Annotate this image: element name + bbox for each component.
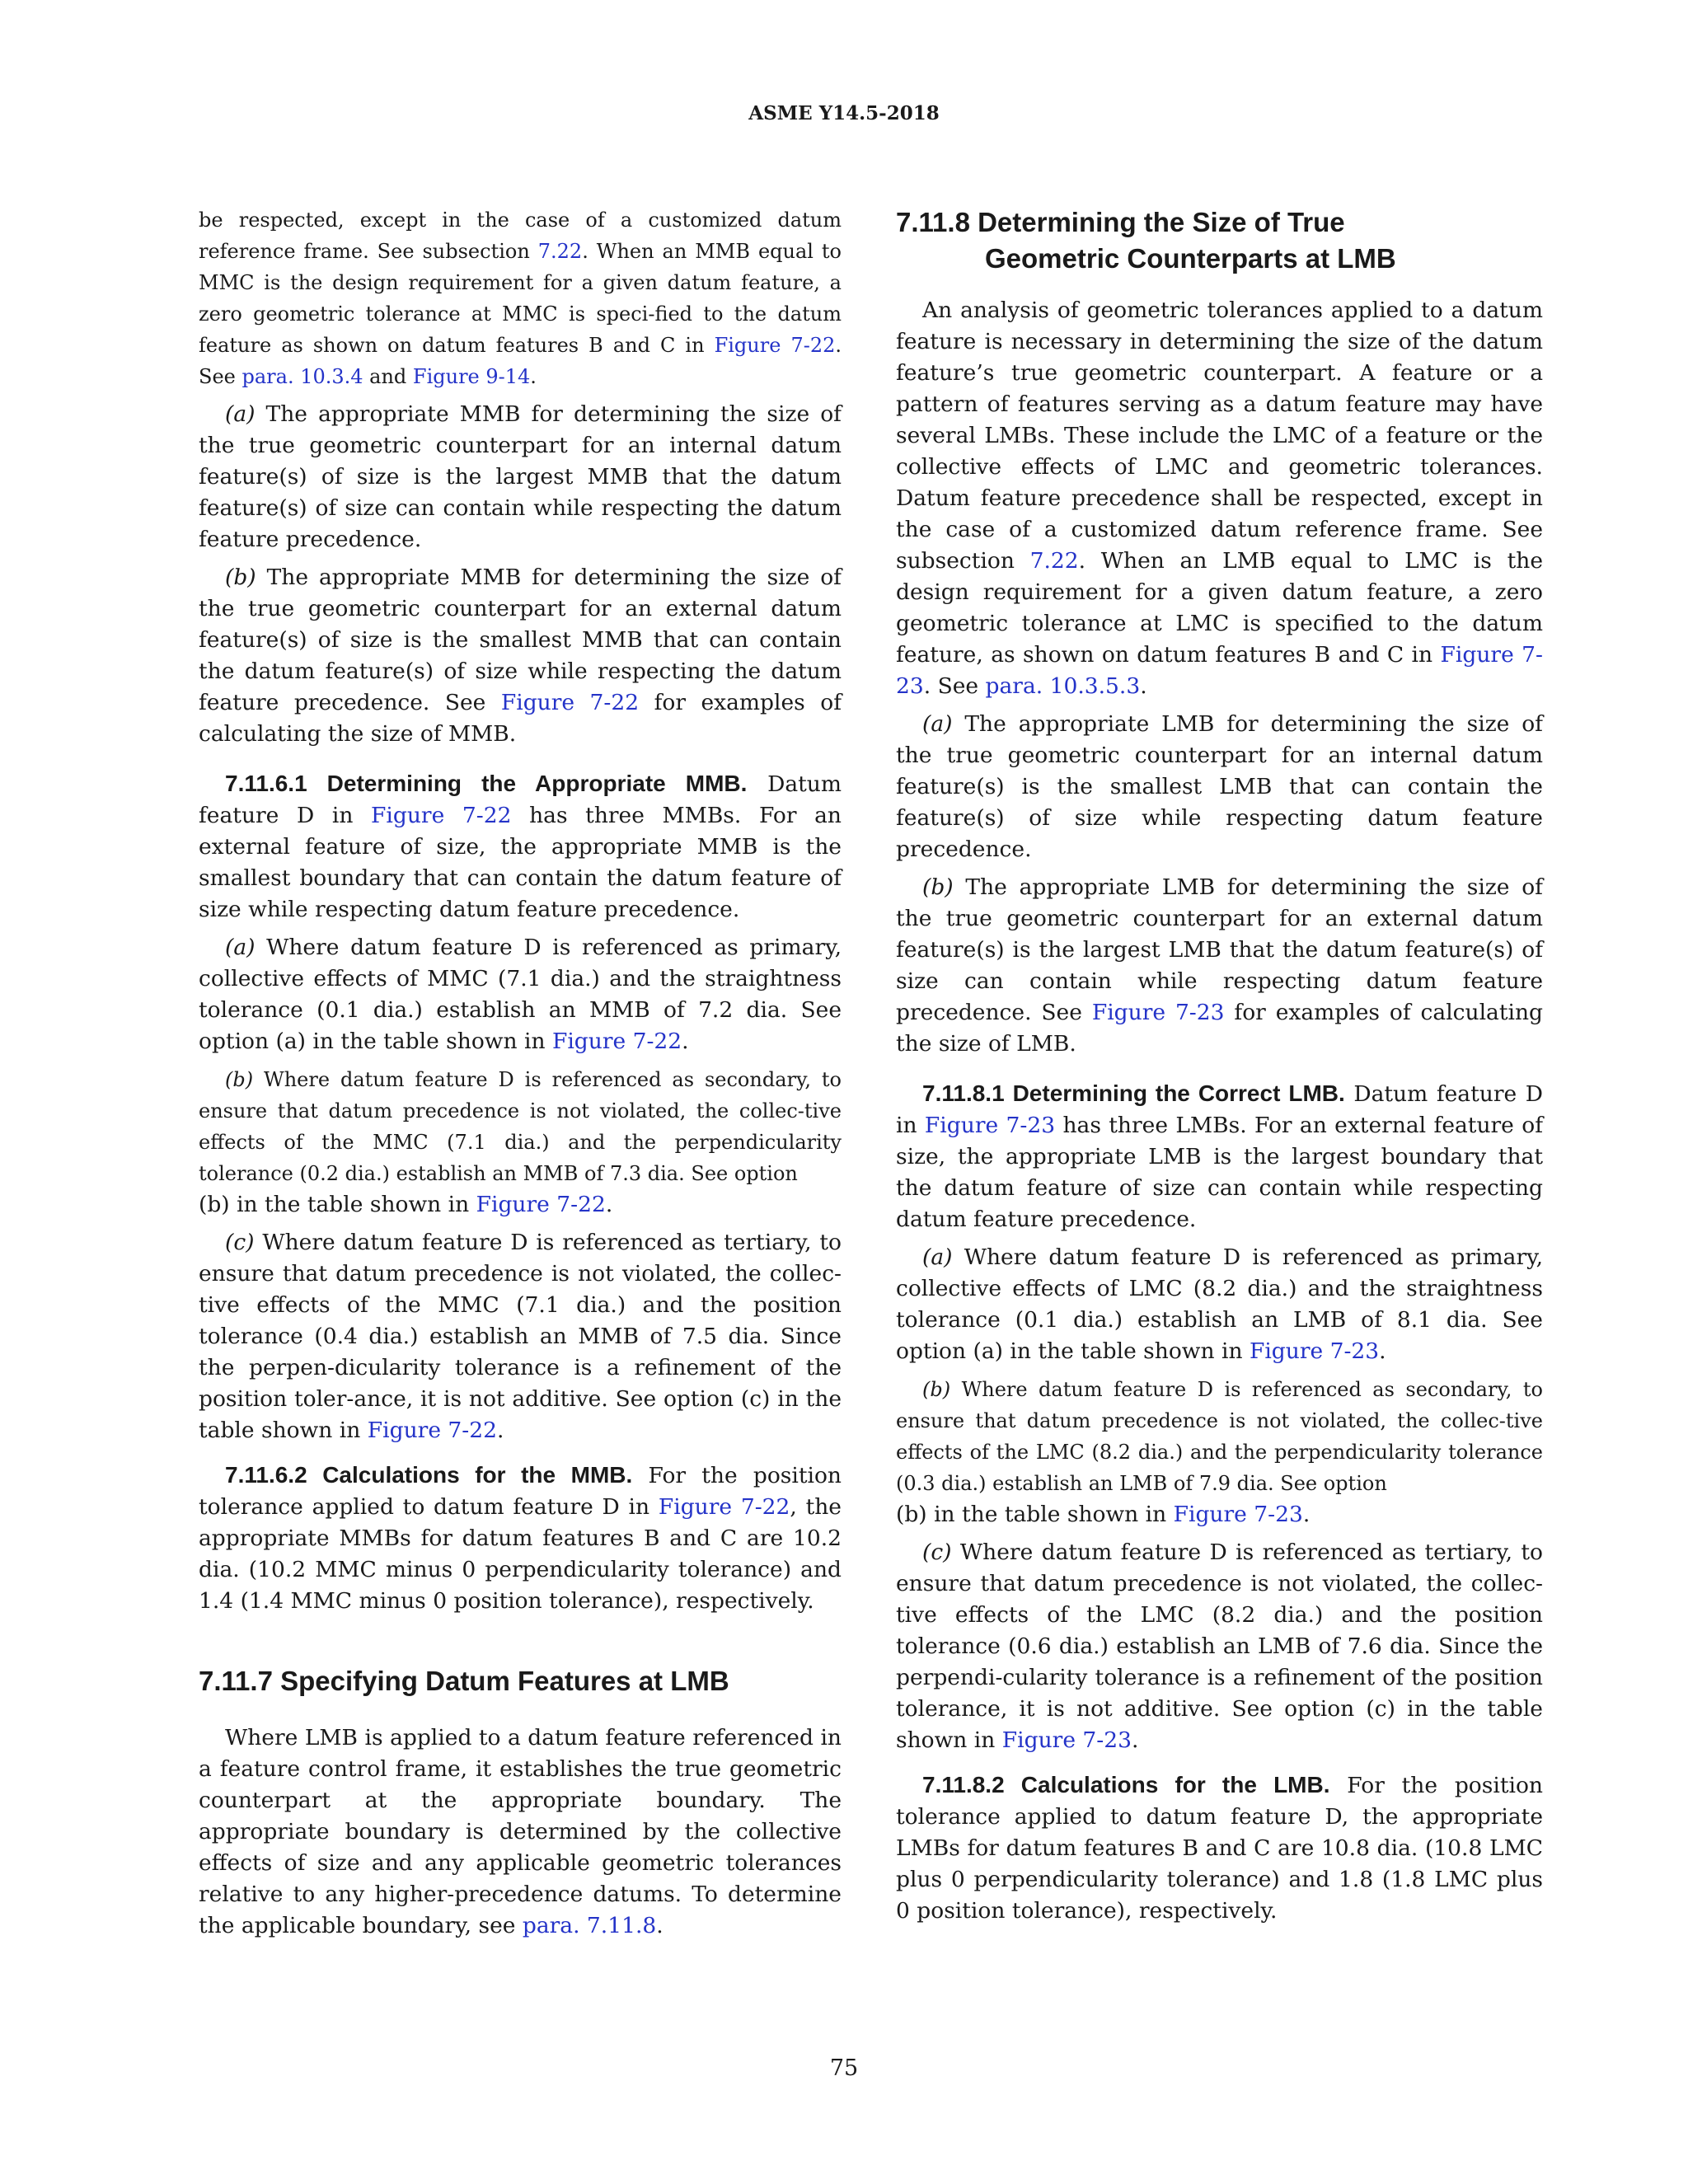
section-7-11-6-1 bbox=[199, 768, 842, 926]
paragraph-781-b-continued bbox=[896, 1499, 1543, 1530]
run-in-heading: 7.11.6.2 Calculations for the MMB. bbox=[225, 1462, 633, 1488]
paragraph-761-a bbox=[199, 932, 842, 1057]
section-spacer bbox=[199, 1624, 842, 1663]
link-figure-7-23[interactable]: Figure 7-23 bbox=[896, 642, 1543, 699]
link-figure-7-22[interactable]: Figure 7-22 bbox=[714, 334, 836, 357]
text: . See bbox=[199, 334, 842, 388]
left-column bbox=[199, 204, 842, 1948]
paragraph-781-b bbox=[896, 1374, 1543, 1499]
text: . bbox=[682, 1029, 689, 1054]
paragraph-761-b-continued bbox=[199, 1189, 842, 1221]
text: . bbox=[1140, 673, 1147, 699]
text: Where datum feature D is referenced as tertiary, to ensure that datum precedence is not violated, the collec-tive effects of the LMC (8.2 dia.) and the position tolerance (0.6 dia.) establish an LMB of 7.6 dia. Since the perpendi-cularity tolerance is a refinement of the position tolerance, it is not additive. See option (c) in the table shown in bbox=[896, 1540, 1543, 1753]
link-figure-7-23[interactable]: Figure 7-23 bbox=[1173, 1502, 1303, 1527]
link-figure-7-22[interactable]: Figure 7-22 bbox=[476, 1192, 606, 1217]
text: for examples of calculating the size of MMB. bbox=[199, 690, 842, 747]
text: An analysis of geometric tolerances applied to a datum feature is necessary in determining the size of the datum feature’s true geometric counterpart. A feature or a pattern of features serving as a datum feature may have several LMBs. These include the LMC of a feature or the collective effects of LMC and geometric tolerances. Datum feature precedence shall be respected, except in the case of a customized datum reference frame. See subsection bbox=[896, 298, 1543, 574]
link-figure-7-23[interactable]: Figure 7-23 bbox=[924, 1113, 1056, 1138]
paragraph-781-c bbox=[896, 1537, 1543, 1756]
link-figure-7-22[interactable]: Figure 7-22 bbox=[658, 1494, 790, 1520]
link-figure-7-23[interactable]: Figure 7-23 bbox=[1001, 1727, 1132, 1753]
item-label: (b) bbox=[922, 874, 954, 900]
text: . See bbox=[923, 673, 986, 699]
text: Where datum feature D is referenced as secondary, to ensure that datum precedence is not violated, the collec-tive effects of the MMC (7.1 dia.) and the perpendicularity tolerance (0.2 dia.) establish an MMB of 7.3 dia. See option bbox=[199, 1068, 842, 1185]
text: has three LMBs. For an external feature of size, the appropriate LMB is the largest boundary that the datum feature of size can contain while respecting datum feature precedence. bbox=[896, 1113, 1543, 1232]
paragraph-lmb-b bbox=[896, 872, 1543, 1060]
paragraph-761-c bbox=[199, 1227, 842, 1446]
text: . bbox=[530, 365, 537, 388]
text: . When an LMB equal to LMC is the design requirement for a given datum feature, a zero geometric tolerance at LMC is specified to the datum feature, as shown on datum features B and C in bbox=[896, 548, 1543, 668]
run-in-heading: 7.11.8.2 Calculations for the LMB. bbox=[922, 1772, 1330, 1797]
link-figure-7-22[interactable]: Figure 7-22 bbox=[367, 1418, 497, 1443]
link-figure-7-22[interactable]: Figure 7-22 bbox=[551, 1029, 682, 1054]
section-7-11-8-2 bbox=[896, 1769, 1543, 1927]
text: Datum feature D in bbox=[896, 1081, 1543, 1138]
heading-7-11-8 bbox=[896, 204, 1543, 277]
text: . bbox=[1379, 1338, 1386, 1364]
link-figure-7-23[interactable]: Figure 7-23 bbox=[1249, 1338, 1380, 1364]
section-7-11-8-1 bbox=[896, 1078, 1543, 1235]
item-label: (b) bbox=[225, 1068, 254, 1091]
paragraph-mmb-intro-continued bbox=[199, 204, 842, 392]
text: . bbox=[656, 1913, 663, 1938]
text: Where datum feature D is referenced as secondary, to ensure that datum precedence is not violated, the collec-tive effects of the LMC (8.2 dia.) and the perpendicularity tolerance (0.3 dia.) establish an LMB of 7.9 dia. See option bbox=[896, 1378, 1543, 1495]
text: Where datum feature D is referenced as tertiary, to ensure that datum precedence is not violated, the collec-tive effects of the MMC (7.1 dia.) and the position tolerance (0.4 dia.) establish an MMB of 7.5 dia. Since the perpen-dicularity tolerance is a refinement of the position toler-ance, it is not additive. See option (c) in the table shown in bbox=[199, 1230, 842, 1443]
item-label: (a) bbox=[225, 401, 256, 427]
text: For the position tolerance applied to datum feature D, the appropriate LMBs for datum features B and C are 10.8 dia. (10.8 LMC plus 0 perpendicularity tolerance) and 1.8 (1.8 LMC plus 0 position tolerance), respectively. bbox=[896, 1773, 1543, 1924]
text: (b) in the table shown in bbox=[199, 1192, 476, 1217]
run-in-heading: 7.11.6.1 Determining the Appropriate MMB. bbox=[225, 771, 748, 796]
text: for examples of calculating the size of LMB. bbox=[896, 1000, 1544, 1057]
item-label: (b) bbox=[225, 565, 256, 590]
text: , the appropriate MMBs for datum features B and C are 10.2 dia. (10.2 MMC minus 0 perpendicularity tolerance) and 1.4 (1.4 MMC minus 0 position tolerance), respectively. bbox=[199, 1494, 842, 1614]
text: The appropriate MMB for determining the size of the true geometric counterpart for an internal datum feature(s) of size is the largest MMB that the datum feature(s) of size can contain while respecting the datum feature precedence. bbox=[199, 401, 842, 552]
heading-line-1: 7.11.8 Determining the Size of True bbox=[896, 207, 1345, 237]
run-in-heading: 7.11.8.1 Determining the Correct LMB. bbox=[922, 1080, 1345, 1106]
link-para-10-3-5-3[interactable]: para. 10.3.5.3 bbox=[985, 673, 1141, 699]
item-label: (c) bbox=[922, 1540, 952, 1565]
text: The appropriate MMB for determining the size of the true geometric counterpart for an external datum feature(s) of size is the smallest MMB that can contain the datum feature(s) of size while respecting the datum feature precedence. See bbox=[199, 565, 842, 715]
text: . When an MMB equal to MMC is the design requirement for a given datum feature, a zero geometric tolerance at MMC is speci-fied to the datum feature as shown on datum features B and C in bbox=[199, 240, 842, 357]
text: The appropriate LMB for determining the size of the true geometric counterpart for an external datum feature(s) is the largest LMB that the datum feature(s) of size can contain while respecting datum feature precedence. See bbox=[896, 874, 1543, 1025]
link-para-10-3-4[interactable]: para. 10.3.4 bbox=[241, 365, 363, 388]
text: Where datum feature D is referenced as primary, collective effects of MMC (7.1 dia.) and the straightness tolerance (0.1 dia.) establish an MMB of 7.2 dia. See option (a) in the table shown in bbox=[199, 935, 842, 1054]
text: and bbox=[363, 365, 413, 388]
text: . bbox=[496, 1418, 504, 1443]
paragraph-lmb-intro bbox=[896, 295, 1543, 702]
link-figure-9-14[interactable]: Figure 9-14 bbox=[412, 365, 531, 388]
item-label: (a) bbox=[922, 1244, 953, 1270]
text: . bbox=[1302, 1502, 1311, 1527]
paragraph-761-b bbox=[199, 1064, 842, 1189]
paragraph-mmb-a bbox=[199, 399, 842, 555]
right-column bbox=[896, 204, 1543, 1933]
text: (b) in the table shown in bbox=[896, 1502, 1174, 1527]
text: be respected, except in the case of a customized datum reference frame. See subsection bbox=[199, 209, 842, 263]
paragraph-mmb-b bbox=[199, 562, 842, 750]
item-label: (b) bbox=[922, 1378, 951, 1401]
item-label: (a) bbox=[225, 935, 256, 960]
item-label: (a) bbox=[922, 711, 953, 737]
text: Datum feature D in bbox=[199, 771, 842, 828]
heading-7-11-7: 7.11.7 Specifying Datum Features at LMB bbox=[199, 1666, 729, 1696]
link-subsection-7-22[interactable]: 7.22 bbox=[1029, 548, 1079, 574]
link-figure-7-22[interactable]: Figure 7-22 bbox=[371, 803, 512, 828]
paragraph-lmb-a bbox=[896, 709, 1543, 865]
section-7-11-6-2 bbox=[199, 1460, 842, 1617]
paragraph-781-a bbox=[896, 1242, 1543, 1367]
text: . bbox=[605, 1192, 613, 1217]
text: . bbox=[1131, 1727, 1139, 1753]
page-number: 75 bbox=[829, 2055, 859, 2081]
text: Where datum feature D is referenced as primary, collective effects of LMC (8.2 dia.) and the straightness tolerance (0.1 dia.) establish an LMB of 8.1 dia. See option (a) in the table shown in bbox=[896, 1244, 1543, 1364]
heading-line-2: Geometric Counterparts at LMB bbox=[985, 243, 1396, 274]
paragraph-7-11-7 bbox=[199, 1722, 842, 1942]
text: The appropriate LMB for determining the size of the true geometric counterpart for an internal datum feature(s) is the smallest LMB that can contain the feature(s) of size while respecting datum feature precedence. bbox=[896, 711, 1543, 862]
text: Where LMB is applied to a datum feature referenced in a feature control frame, it establishes the true geometric counterpart at the appropriate boundary. The appropriate boundary is determined by the collective effects of size and any applicable geometric tolerances relative to any higher-precedence datums. To determine the applicable boundary, see bbox=[199, 1725, 842, 1938]
item-label: (c) bbox=[225, 1230, 255, 1255]
link-figure-7-22[interactable]: Figure 7-22 bbox=[500, 690, 640, 715]
running-header: ASME Y14.5-2018 bbox=[748, 102, 940, 124]
link-figure-7-23[interactable]: Figure 7-23 bbox=[1091, 1000, 1225, 1025]
text: For the position tolerance applied to datum feature D in bbox=[199, 1463, 842, 1520]
link-subsection-7-22[interactable]: 7.22 bbox=[537, 240, 583, 263]
link-para-7-11-8[interactable]: para. 7.11.8 bbox=[522, 1913, 657, 1938]
text: has three MMBs. For an external feature of size, the appropriate MMB is the smallest boundary that can contain the datum feature of size while respecting datum feature precedence. bbox=[199, 803, 842, 922]
